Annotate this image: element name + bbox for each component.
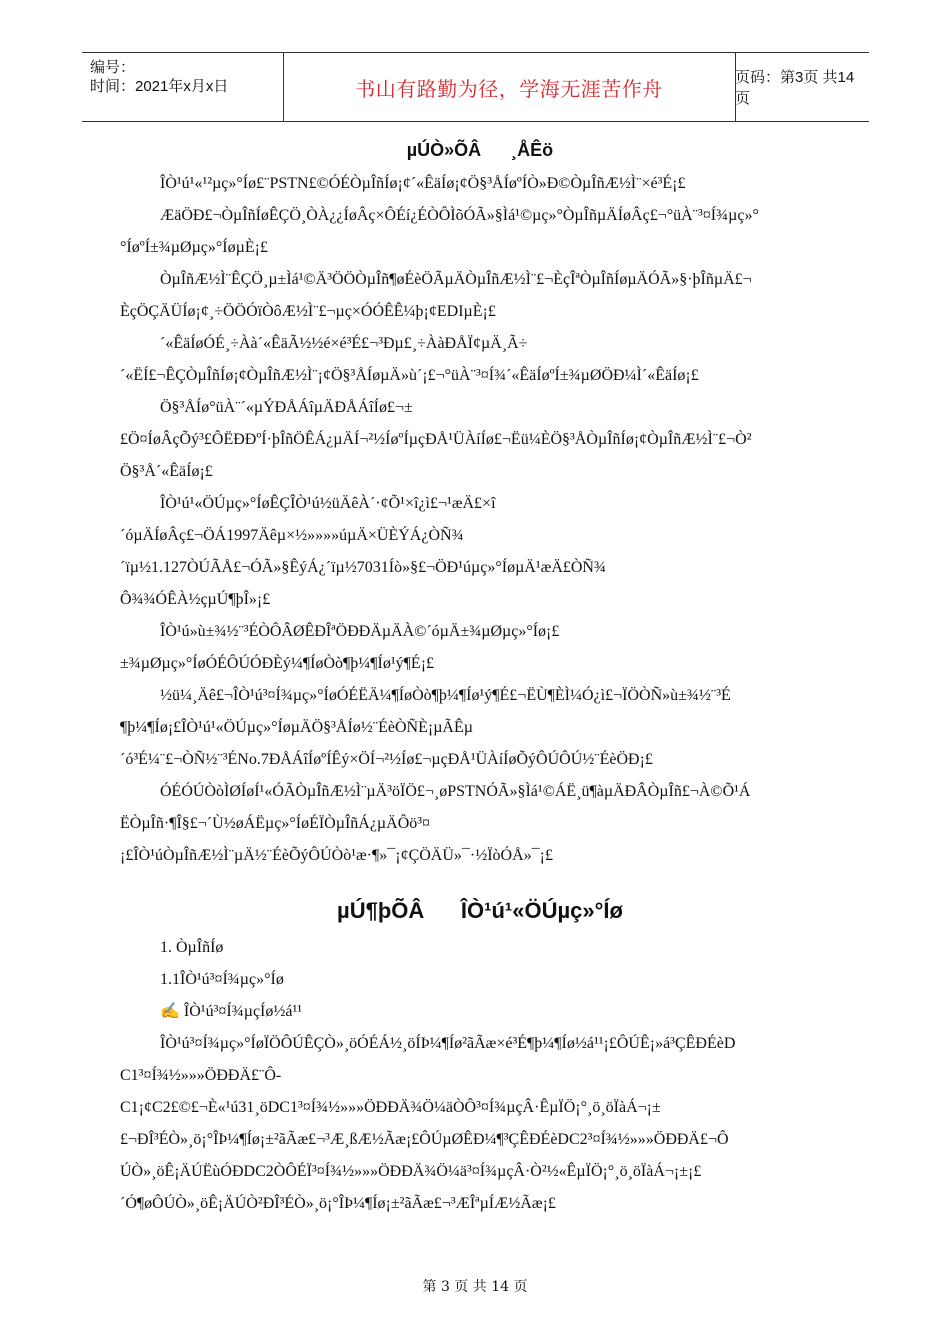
body-line: ´«ËÍ£¬ÊÇÒµÎñÍø¡¢ÒµÎñÆ½Ì¨¡¢Ö§³ÅÍøµÄ»ù´¡£¬°üÀ¨³¤Í¾´«ÊäÍøºÍ±¾µØÖÐ¼Ì´«ÊäÍø¡£ xyxy=(120,367,699,384)
body-line: C1¡¢C2£©£¬È«¹ú31¸öDC1³¤Í¾½»»»ÖÐÐÄ¾Ö¼äÒÔ³¤Í¾µçÂ·ÊµÏÖ¡°¸ö¸öÏàÁ¬¡± xyxy=(120,1099,661,1116)
body-line: Ö§³Å´«ÊäÍø¡£ xyxy=(120,463,213,480)
body-line: ÚÒ»¸öÊ¡ÄÚËùÓÐDC2ÒÔÉÏ³¤Í¾½»»»ÖÐÐÄ¾Ö¼ä³¤Í¾µçÂ·Ò²½«ÊµÏÖ¡°¸ö¸öÏàÁ¬¡±¡£ xyxy=(120,1163,702,1180)
body-line: ´Ó¶øÔÚÒ»¸öÊ¡ÄÚÒ²ÐÎ³ÉÒ»¸ö¡°ÎÞ¼¶Íø¡±²ãÃæ£¬³ÆÎªµÍÆ½Ãæ¡£ xyxy=(120,1195,556,1212)
body-line: 1.1ÎÒ¹ú³¤Í¾µç»°Íø xyxy=(160,971,284,988)
body-line: £¬ÐÎ³ÉÒ»¸ö¡°ÎÞ¼¶Íø¡±²ãÃæ£¬³Æ¸ßÆ½Ãæ¡£ÔÚµØÊÐ¼¶³ÇÊÐÉèDC2³¤Í¾½»»»ÖÐÐÄ£¬Ô xyxy=(120,1131,729,1148)
body-line: Ô¾¾ÓÊÀ½çµÚ¶þÎ»¡£ xyxy=(120,591,271,608)
section-2-heading: µÚ¶þÕÂ ÎÒ¹ú¹«ÖÚµç»°Íø xyxy=(337,898,623,923)
body-line: ÈçÖÇÄÜÍø¡¢¸÷ÖÖÓïÒôÆ½Ì¨£¬µç×ÓÓÊÊ¼þ¡¢EDIµÈ¡£ xyxy=(120,303,496,320)
document-date-label: 时间：2021年x月x日 xyxy=(90,78,229,95)
body-line: Ö§³ÅÍø°üÀ¨´«µÝÐÅÁîµÄÐÅÁîÍø£¬± xyxy=(160,399,413,416)
body-line: ´«ÊäÍøÓÉ¸÷Àà´«ÊäÃ½½é×é³É£¬³Ðµ£¸÷ÀàÐÅÏ¢µÄ¸Ã÷ xyxy=(160,335,528,352)
header-meta-cell xyxy=(82,53,284,121)
body-line: C1³¤Í¾½»»»ÖÐÐÄ£¨Ô- xyxy=(120,1067,282,1084)
body-line: ÆäÖÐ£¬ÒµÎñÍøÊÇÖ¸ÒÀ¿¿ÍøÂç×ÔÉí¿ÉÒÔÌõÓÃ»§Ìá¹©µç»°ÒµÎñµÄÍøÂç£¬°üÀ¨³¤Í¾µç»° xyxy=(160,207,759,224)
header-page-info: 页码：第3页 共14页 xyxy=(735,69,855,107)
body-line: ´óµÄÍøÂç£¬ÖÁ1997Äêµ×½»»»»úµÄ×ÜÈÝÁ¿ÒÑ¾ xyxy=(120,527,464,544)
body-line: ¶þ¼¶Íø¡£ÎÒ¹ú¹«ÖÚµç»°ÍøµÄÖ§³ÅÍø½¨ÉèÒÑÈ¡µÃÊµ xyxy=(120,719,473,736)
body-line: ÓÉÓÚÒòÌØÍøÍ¹«ÓÃÒµÎñÆ½Ì¨µÄ³öÏÖ£¬¸øPSTNÓÃ»§Ìá¹©ÁË¸ü¶àµÄÐÂÒµÎñ£¬À©Õ¹Á xyxy=(160,783,751,800)
header-motto: 书山有路勤为径，学海无涯苦作舟 xyxy=(283,53,736,121)
body-line: ´ó³É¼¨£¬ÒÑ½¨³ÉNo.7ÐÅÁîÍøºÍÊý×ÖÍ¬²½Íø£¬µçÐÅ¹ÜÀíÍøÕýÔÚÔÚ½¨ÉèÖÐ¡£ xyxy=(120,751,653,768)
body-line: ✍ ÎÒ¹ú³¤Í¾µçÍø½á¹¹ xyxy=(160,1003,303,1020)
body-line: °ÍøºÍ±¾µØµç»°ÍøµÈ¡£ xyxy=(120,239,268,256)
body-line: ´ïµ½1.127ÒÚÃÅ£¬ÓÃ»§ÊýÁ¿´ïµ½7031Íò»§£¬ÖÐ¹úµç»°ÍøµÄ¹æÄ£ÒÑ¾ xyxy=(120,559,606,576)
document-header xyxy=(82,52,869,122)
body-line: ÎÒ¹ú»ù±¾½¨³ÉÒÔÂØÊÐÎªÖÐÐÄµÄÀ©´óµÄ±¾µØµç»°Íø¡£ xyxy=(160,623,560,640)
document-number-label: 编号： xyxy=(90,59,136,76)
body-line: ÎÒ¹ú³¤Í¾µç»°ÍøÏÖÔÚÊÇÒ»¸öÓÉÁ½¸öÍÞ¼¶Íø²ãÃæ×é³É¶þ¼¶Íø½á¹¹¡£ÔÚÊ¡»á³ÇÊÐÉèD xyxy=(160,1035,736,1052)
body-line: ¡£ÎÒ¹úÒµÎñÆ½Ì¨µÄ½¨ÉèÕýÔÚÒò¹æ·¶»¯¡¢ÇÖÄÜ»¯·½ÏòÓÅ»¯¡£ xyxy=(120,847,553,864)
body-line: ËÒµÎñ·¶Î§£¬´Ù½øÁËµç»°ÍøÉÏÒµÎñÁ¿µÄÔö³¤ xyxy=(120,815,431,832)
body-line: ÎÒ¹ú¹«¹²µç»°Íø£¨PSTN£©ÓÉÒµÎñÍø¡¢´«ÊäÍø¡¢Ö§³ÅÍøºÍÒ»Ð©ÒµÎñÆ½Ì¨×é³É¡£ xyxy=(160,175,686,192)
section-1-heading: µÚÒ»ÕÂ ¸ÅÊö xyxy=(406,140,554,160)
body-line: ½ü¼¸Äê£¬ÎÒ¹ú³¤Í¾µç»°ÍøÓÉËÄ¼¶ÍøÒò¶þ¼¶Íø¹ý¶É£¬ËÙ¶ÈÌ¼Ó¿ì£¬ÏÖÒÑ»ù±¾½¨³É xyxy=(160,687,731,704)
body-line: ±¾µØµç»°ÍøÓÉÔÚÓÐÈý¼¶ÍøÒò¶þ¼¶Íø¹ý¶É¡£ xyxy=(120,655,435,672)
body-line: 1. ÒµÎñÍø xyxy=(160,939,224,956)
body-line: ÎÒ¹ú¹«ÖÚµç»°ÍøÊÇÎÒ¹ú½üÄêÀ´·¢Õ¹×î¿ì£¬¹æÄ£×î xyxy=(160,495,496,512)
body-line: £Ö¤ÍøÂçÕý³£ÔËÐÐºÍ·þÎñÖÊÁ¿µÄÍ¬²½ÍøºÍµçÐÅ¹ÜÀíÍø£¬Ëü¼ÈÖ§³ÅÒµÎñÍø¡¢ÒµÎñÆ½Ì¨£¬Ò² xyxy=(120,431,752,448)
body-line: ÒµÎñÆ½Ì¨ÊÇÖ¸µ±Ìá¹©Ä³ÖÖÒµÎñ¶øÉèÖÃµÄÒµÎñÆ½Ì¨£¬ÈçÎªÒµÎñÍøµÄÓÃ»§·þÎñµÄ£¬ xyxy=(160,271,752,288)
page-footer: 第 3 页 共 14 页 xyxy=(422,1279,528,1295)
